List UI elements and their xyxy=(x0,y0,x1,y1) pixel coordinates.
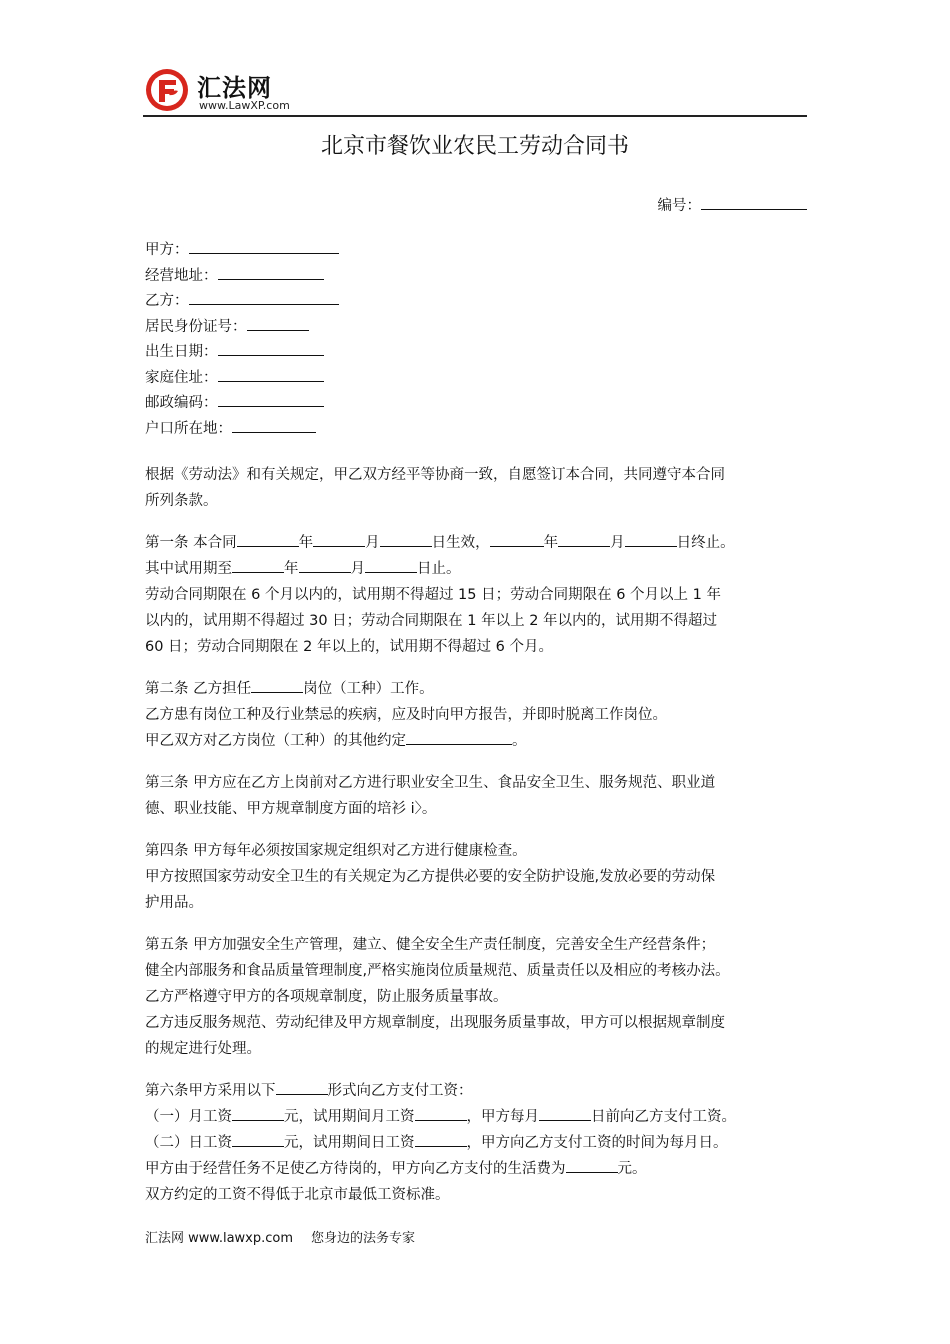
page-title: 北京市餐饮业农民工劳动合同书 xyxy=(320,134,629,159)
field-blank xyxy=(218,341,324,356)
text-line: 根据《劳动法》和有关规定，甲乙双方经平等协商一致，自愿签订本合同，共同遵守本合同 xyxy=(145,467,725,483)
page-footer xyxy=(145,1227,415,1246)
brand-url[interactable]: www.LawXP.com xyxy=(199,99,290,112)
text-line: （一）月工资 元，试用期间月工资 ，甲方每月 日前向乙方支付工资。 xyxy=(145,1104,809,1130)
article-2 xyxy=(145,676,809,754)
field-hukou-location xyxy=(145,417,339,443)
footer-site[interactable]: 汇法网 www.lawxp.com xyxy=(145,1231,294,1246)
text-line: （二）日工资 元，试用期间日工资 ，甲方向乙方支付工资的时间为每月日。 xyxy=(145,1130,809,1156)
text-line: 所列条款。 xyxy=(145,493,218,509)
text-line: 乙方严格遵守甲方的各项规章制度，防止服务质量事故。 xyxy=(145,989,508,1005)
field-label: 甲方： xyxy=(145,242,189,258)
article-5 xyxy=(145,932,809,1062)
text-line: 双方约定的工资不得低于北京市最低工资标准。 xyxy=(145,1187,450,1203)
text-line: 护用品。 xyxy=(145,895,203,911)
contract-body xyxy=(145,462,809,1224)
field-label: 乙方： xyxy=(145,293,189,309)
text-line: 乙方违反服务规范、劳动纪律及甲方规章制度，出现服务质量事故，甲方可以根据规章制度 xyxy=(145,1015,725,1031)
field-party-b xyxy=(145,289,339,315)
field-label: 经营地址： xyxy=(145,267,218,284)
intro-paragraph xyxy=(145,462,809,514)
field-blank xyxy=(218,367,324,382)
article-3 xyxy=(145,770,809,822)
field-label: 家庭住址： xyxy=(145,369,218,386)
field-label: 居民身份证号： xyxy=(145,318,247,335)
field-blank xyxy=(189,239,339,254)
field-postal-code xyxy=(145,391,339,417)
text-line: 德、职业技能、甲方规章制度方面的培衫 i〉。 xyxy=(145,801,437,817)
article-1 xyxy=(145,530,809,660)
text-line: 第五条 甲方加强安全生产管理，建立、健全安全生产责任制度，完善安全生产经营条件； xyxy=(145,937,716,953)
field-home-address xyxy=(145,366,339,392)
header-divider xyxy=(143,115,807,117)
party-fields xyxy=(145,238,339,442)
field-business-address xyxy=(145,264,339,290)
field-blank xyxy=(218,392,324,407)
text-line: 第三条 甲方应在乙方上岗前对乙方进行职业安全卫生、食品安全卫生、服务规范、职业道 xyxy=(145,775,716,791)
field-id-number xyxy=(145,315,339,341)
field-label: 户口所在地： xyxy=(145,420,232,437)
text-line: 以内的，试用期不得超过 30 日；劳动合同期限在 1 年以上 2 年以内的，试用期不得超过 xyxy=(145,613,718,629)
text-line: 甲方按照国家劳动安全卫生的有关规定为乙方提供必要的安全防护设施,发放必要的劳动保 xyxy=(145,869,716,885)
text-line: 第四条 甲方每年必须按国家规定组织对乙方进行健康检查。 xyxy=(145,843,527,859)
text-line: 其中试用期至 年 月 日止。 xyxy=(145,556,809,582)
text-line: 乙方患有岗位工种及行业禁忌的疾病，应及时向甲方报告，并即时脱离工作岗位。 xyxy=(145,707,667,723)
field-blank xyxy=(218,265,324,280)
field-blank xyxy=(232,418,316,433)
footer-slogan: 您身边的法务专家 xyxy=(311,1231,416,1246)
serial-blank xyxy=(701,195,807,210)
article-6 xyxy=(145,1078,809,1208)
field-label: 邮政编码： xyxy=(145,395,218,411)
field-blank xyxy=(247,316,309,331)
field-label: 出生日期： xyxy=(145,344,218,360)
text-line: 60 日；劳动合同期限在 2 年以上的，试用期不得超过 6 个月。 xyxy=(145,639,553,655)
text-line: 劳动合同期限在 6 个月以内的，试用期不得超过 15 日；劳动合同期限在 6 个月以上 1 年 xyxy=(145,587,721,603)
text-line: 的规定进行处理。 xyxy=(145,1041,261,1057)
field-party-a xyxy=(145,238,339,264)
brand-logo-icon xyxy=(145,68,189,112)
field-blank xyxy=(189,290,339,305)
serial-label: 编号： xyxy=(657,198,701,214)
article-4 xyxy=(145,838,809,916)
text-line: 甲乙双方对乙方岗位（工种）的其他约定 。 xyxy=(145,728,809,754)
text-line: 健全内部服务和食品质量管理制度,严格实施岗位质量规范、质量责任以及相应的考核办法。 xyxy=(145,963,730,979)
text-line: 甲方由于经营任务不足使乙方待岗的，甲方向乙方支付的生活费为 元。 xyxy=(145,1156,809,1182)
text-line: 第一条 本合同 年 月 日生效， 年 月 日终止。 xyxy=(145,530,809,556)
serial-number xyxy=(658,194,808,215)
text-line: 第二条 乙方担任 岗位（工种）工作。 xyxy=(145,676,809,702)
field-birth-date xyxy=(145,340,339,366)
site-header xyxy=(145,64,805,118)
brand-name: 汇法网 xyxy=(197,74,272,102)
text-line: 第六条甲方采用以下 形式向乙方支付工资： xyxy=(145,1078,809,1104)
